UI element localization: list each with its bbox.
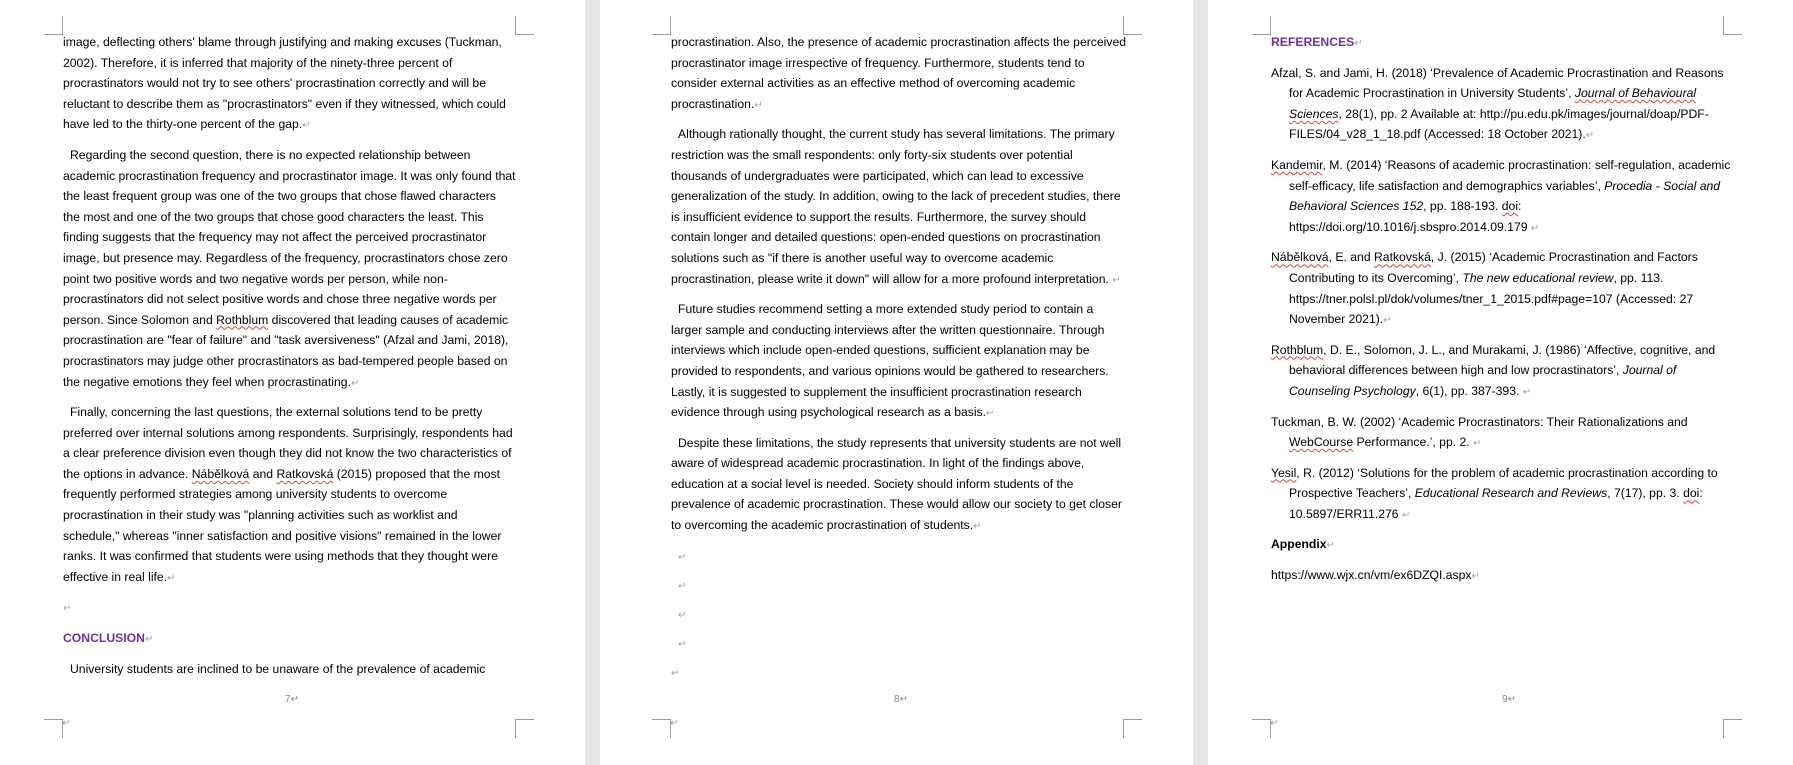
spellcheck-word[interactable]: Ratkovská xyxy=(1374,250,1431,265)
paragraph-text: Finally, concerning the last questions, the external solutions tend to be pretty preferred over internal solutions among respondents. Surprisingly, respondents had a clear preference division even though they did not know the two characteristics of the options in advance. xyxy=(63,405,513,481)
paragraph-mark: ↵ xyxy=(670,718,679,729)
appendix-paragraph xyxy=(1271,565,1733,588)
paragraph-mark: ↵ xyxy=(678,551,687,563)
empty-paragraph xyxy=(671,662,1127,691)
paragraph-mark: ↵ xyxy=(1383,315,1392,327)
paragraph-mark: ↵ xyxy=(1270,718,1279,729)
paragraph-text: Regarding the second question, there is no expected relationship between academic procrastination frequency and procrastinator image. It was only found that the least frequent group was one of the two groups that chose flawed characters the most and one of the two groups that chose good characters the least. This finding suggests that the frequency may not affect the perceived procrastinator image, but presence may. Regardless of the frequency, procrastinators chose zero point two positive words and two negative words per person, while non-procrastinators did not select positive words and chose three negative words per person. Since Solomon and xyxy=(63,147,516,327)
reference-entry xyxy=(1271,412,1733,455)
page-9 xyxy=(1208,0,1793,765)
paragraph-mark: ↵ xyxy=(63,603,72,615)
body-paragraph xyxy=(671,299,1127,425)
reference-text: , R. (2012) ‘Solutions for the problem of academic procrastination according to Prospective Teachers’, xyxy=(1289,465,1718,501)
paragraph-mark: ↵ xyxy=(899,694,908,705)
empty-paragraph xyxy=(63,597,516,620)
reference-text: , D. E., Solomon, J. L., and Murakami, J. (1986) ‘Affective, cognitive, and behavioral differences between high and low procrastinators’, xyxy=(1289,342,1716,378)
spellcheck-word[interactable]: doi xyxy=(1683,486,1700,501)
reference-text: Afzal, S. and Jami, H. (2018) ‘Prevalence of Academic Procrastination and Reasons for Academic Procrastination in University Students’, xyxy=(1271,65,1724,101)
reference-text: Tuckman, B. W. (2002) ‘Academic Procrastinators: Their Rationalizations and xyxy=(1271,414,1688,429)
page-corner-mark xyxy=(1123,719,1142,738)
paragraph-mark: ↵ xyxy=(1530,222,1540,234)
empty-paragraph xyxy=(671,604,1127,633)
page-7 xyxy=(0,0,585,765)
paragraph-mark: ↵ xyxy=(1507,694,1516,705)
reference-text: , pp. 188-193. xyxy=(1423,199,1502,214)
paragraph-mark: ↵ xyxy=(678,609,687,621)
reference-text: , E. and xyxy=(1328,250,1374,265)
page-number-text: 7 xyxy=(285,694,291,705)
reference-text: , 28(1), pp. 2 Available at: http://pu.edu.pk/images/journal/doap/PDF-FILES/04_v28_1_18.pdf (Accessed: 18 October 2021). xyxy=(1289,106,1709,142)
paragraph-mark: ↵ xyxy=(678,580,687,592)
spellcheck-word[interactable]: Rothblum xyxy=(216,312,269,327)
spellcheck-word[interactable]: doi xyxy=(1501,199,1519,214)
page-number-text: 9 xyxy=(1502,694,1508,705)
spellcheck-word[interactable]: Nábělková xyxy=(191,466,250,481)
paragraph-mark: ↵ xyxy=(1471,571,1480,583)
paragraph-text: and xyxy=(249,466,277,481)
paragraph-mark: ↵ xyxy=(1354,38,1363,49)
paragraph-mark: ↵ xyxy=(290,694,299,705)
paragraph-mark: ↵ xyxy=(1112,274,1121,286)
reference-text: : https://doi.org/10.1016/j.sbspro.2014.09.179 xyxy=(1289,199,1528,234)
page-number xyxy=(1502,694,1516,705)
reference-text: , M. (2014) ‘Reasons of academic procrastination: self-regulation, academic self-efficacy, life satisfaction and demographics variables’, xyxy=(1289,157,1731,193)
page-corner-mark xyxy=(1252,16,1271,35)
reference-journal: Journal of Counseling Psychology xyxy=(1289,363,1677,398)
reference-journal: The new educational review xyxy=(1462,270,1614,285)
page-9-body[interactable] xyxy=(1271,32,1733,596)
paragraph-mark: ↵ xyxy=(302,120,311,132)
paragraph-mark: ↵ xyxy=(1522,386,1532,398)
reference-entry xyxy=(1271,463,1733,527)
appendix-link[interactable]: https://www.wjx.cn/vm/ex6DZQI.aspx xyxy=(1271,568,1472,583)
reference-entry xyxy=(1271,340,1733,404)
paragraph-text: Despite these limitations, the study represents that university students are not well aware of widespread academic procrastination. In light of the findings above, education at a social level is needed. Society should inform students of the prevalence of academic procrastination. These would allow our society to get closer to overcoming the academic procrastination of students. xyxy=(671,435,1122,533)
paragraph-mark: ↵ xyxy=(62,718,71,729)
appendix-heading-paragraph xyxy=(1271,534,1733,557)
spellcheck-word[interactable]: Kandemir xyxy=(1271,157,1323,172)
empty-paragraph xyxy=(671,633,1127,662)
reference-text: : 10.5897/ERR11.276 xyxy=(1289,486,1703,521)
appendix-heading: Appendix xyxy=(1271,537,1327,552)
paragraph-mark: ↵ xyxy=(1401,509,1411,521)
body-paragraph xyxy=(63,145,516,394)
reference-text: , 6(1), pp. 387-393. xyxy=(1415,383,1520,398)
paragraph-text: Although rationally thought, the current study has several limitations. The primary restriction was the small respondents: only forty-six students over potential thousands of undergraduates were participated, which can lead to excessive generalization of the study. In addition, owing to the lack of precedent studies, there is insufficient evidence to support the results. Furthermore, the survey should contain longer and detailed questions: open-ended questions on procrastination solutions such as "if there is another useful way to overcome academic procrastination, please write it down" will allow for a more profound interpretation. xyxy=(671,127,1121,286)
conclusion-heading: CONCLUSION xyxy=(63,631,145,646)
paragraph-text: (2015) proposed that the most frequently performed strategies among university students to overcome procrastination in their study was "planning activities such as worklist and schedule," whereas "inner satisfaction and positive visions" remained in the lower ranks. It was confirmed that students were using methods that they thought were effective in real life. xyxy=(63,466,502,584)
body-paragraph xyxy=(671,433,1127,538)
paragraph-mark: ↵ xyxy=(350,377,360,389)
reference-text: , 7(17), pp. 3. xyxy=(1607,486,1684,501)
paragraph-mark: ↵ xyxy=(671,667,680,679)
paragraph-mark: ↵ xyxy=(1473,438,1482,450)
reference-journal: Educational Research and Reviews xyxy=(1414,486,1608,501)
empty-paragraph xyxy=(671,575,1127,604)
spellcheck-word[interactable]: Rothblum xyxy=(1271,342,1324,357)
paragraph-mark: ↵ xyxy=(1326,540,1335,552)
page-corner-mark xyxy=(44,16,63,35)
paragraph-mark: ↵ xyxy=(1585,130,1595,142)
body-paragraph xyxy=(63,402,516,589)
paragraph-mark: ↵ xyxy=(754,99,763,111)
page-corner-mark xyxy=(652,719,671,738)
paragraph-mark: ↵ xyxy=(973,521,982,533)
spellcheck-word[interactable]: Nábělková xyxy=(1271,250,1329,265)
spellcheck-word[interactable]: Ratkovská xyxy=(276,466,334,481)
reference-journal: Procedia - Social and Behavioral Sciences 152 xyxy=(1289,178,1721,214)
page-corner-mark xyxy=(1252,719,1271,738)
paragraph-text: image, deflecting others' blame through justifying and making excuses (Tuckman, 2002). Therefore, it is inferred that majority of the ninety-three percent of procrastinators would not try to see others' procrastination correctly and will be reluctant to describe them as "procrastinators" even if they witnessed, which could have led to the thirty-one percent of the gap. xyxy=(63,35,506,132)
reference-entry xyxy=(1271,247,1733,331)
reference-text: , J. (2015) ‘Academic Procrastination and Factors Contributing to its Overcoming’, xyxy=(1289,250,1698,285)
empty-paragraph xyxy=(671,546,1127,575)
page-corner-mark xyxy=(44,719,63,738)
paragraph-mark: ↵ xyxy=(167,572,176,584)
references-heading: REFERENCES xyxy=(1271,35,1355,49)
body-paragraph xyxy=(63,32,516,137)
paragraph-mark: ↵ xyxy=(144,634,154,646)
paragraph-text: Future studies recommend setting a more extended study period to contain a larger sample and conducting interviews after the written questionnaire. Through interviews which include open-ended questions, sufficient explanation may be provided to respondents, and various opinions would be gathered to researchers. Lastly, it is suggested to supplement the insufficient procrastination research evidence through using psychological research as a basis. xyxy=(671,302,1109,420)
section-heading xyxy=(1271,32,1733,55)
page-number xyxy=(894,694,908,705)
page-corner-mark xyxy=(652,16,671,35)
body-paragraph xyxy=(671,32,1127,116)
paragraph-mark: ↵ xyxy=(986,408,995,420)
paragraph-text: procrastination. Also, the presence of academic procrastination affects the perceived procrastinator image irrespective of frequency. Furthermore, students tend to consider external activities as an effective method of overcoming academic procrastination. xyxy=(671,35,1127,111)
page-corner-mark xyxy=(515,16,534,35)
page-corner-mark xyxy=(515,719,534,738)
reference-text: Performance.’, pp. 2. xyxy=(1353,435,1470,450)
reference-entry xyxy=(1271,63,1733,147)
page-8 xyxy=(600,0,1193,765)
body-paragraph xyxy=(63,659,516,680)
spellcheck-word[interactable]: Yesil xyxy=(1271,465,1297,480)
reference-text: , pp. 113. https://tner.polsl.pl/dok/volumes/tner_1_2015.pdf#page=107 (Accessed: 27 November 2021). xyxy=(1289,270,1694,327)
page-corner-mark xyxy=(1723,719,1742,738)
page-7-body[interactable] xyxy=(63,32,516,687)
reference-journal: Journal of Behavioural Sciences xyxy=(1289,86,1697,121)
page-number xyxy=(285,694,299,705)
page-number-text: 8 xyxy=(894,694,900,705)
paragraph-text: discovered that leading causes of academic procrastination are "fear of failure" and "task aversiveness" (Afzal and Jami, 2018), procrastinators may judge other procrastinators as bad-tempered people based on the negative emotions they feel when procrastinating. xyxy=(63,312,509,389)
spellcheck-word[interactable]: WebCourse xyxy=(1289,435,1354,450)
paragraph-mark: ↵ xyxy=(678,638,687,650)
reference-entry xyxy=(1271,155,1733,239)
paragraph-text: University students are inclined to be unaware of the prevalence of academic xyxy=(70,661,486,676)
page-8-body[interactable] xyxy=(671,32,1127,691)
section-heading xyxy=(63,628,516,651)
body-paragraph xyxy=(671,124,1127,291)
